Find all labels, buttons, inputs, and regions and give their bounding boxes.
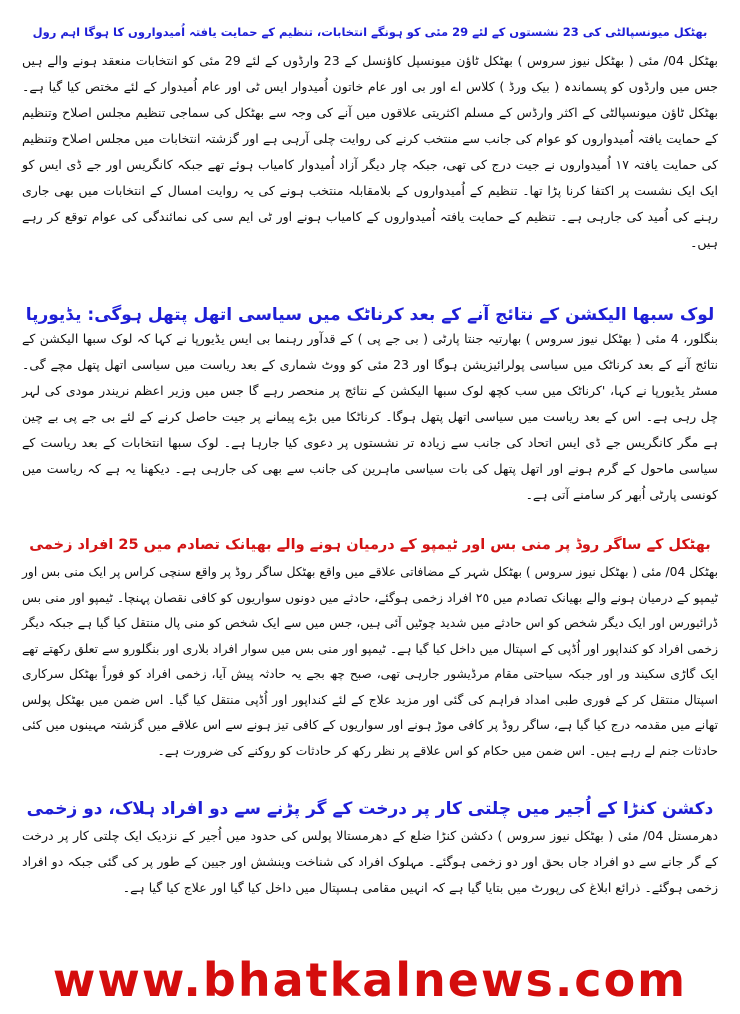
article-3-body: بھٹکل 04/ مئی ( بھٹکل نیوز سروس ) بھٹکل شہر کے مضافاتی علاقے میں واقع بھٹکل ساگر روڈ پر واقع سنچی کراس پر ایک منی بس اور ٹیمپو کے درمیان ہونے والے بھیانک تصادم میں ٢٥ افراد زخمی ہوگئے، حادثے میں دونوں سواریوں کو کافی نقصان پہنچا۔ ٹیمپو اور منی بس ڈرائیورس اور ایک دیگر شخص کو اس حادثے میں شدید چوٹیں آئی ہیں، جس میں سے ایک شخص کو منی پال منتقل کیا گیا ہے جبکہ دیگر زخمی افراد کو کنداپور اور اُڈپی کے اسپتال میں داخل کیا گیا ہے۔ ٹیمپو اور منی بس میں سوار افراد بلاری اور بنگلورو سے تعلق رکھتے تھے ایک گاڑی سکیند ور اور جبکہ سیاحتی مقام مرڈیشور جارہی تھی، صبح چھ بجے یہ حادثہ پیش آیا، زخمی افراد کو فوراً بھٹکل سرکاری اسپتال منتقل کر کے فوری طبی امداد فراہم کی گئی اور مزید علاج کے لئے کنداپور اور اُڈپی منتقل کیا گیا۔ اس ضمن میں بھٹکل پولس تھانے میں مقدمہ درج کیا گیا ہے، ساگر روڈ پر کافی موڑ ہونے اور سواریوں کے کافی تیز ہونے سے اس علاقے میں گزشتہ مہینوں میں کئی حادثات جنم لے رہے ہیں۔ اس ضمن میں حکام کو اس علاقے پر نظر رکھ کر حادثات کو روکنے کی ضرورت ہے۔ bbox=[22, 565, 718, 758]
article-1-body: بھٹکل 04/ مئی ( بھٹکل نیوز سروس ) بھٹکل ٹاؤن میونسپل کاؤنسل کے 23 وارڈوں کے لئے 29 مئی کو انتخابات منعقد ہونے والے ہیں جس میں وارڈوں کو پسماندہ ( بیک ورڈ ) کلاس اے اور بی اور عام خاتون اُمیدوار ایس ٹی اور عام اُمیدوار کے لئے مختص کیا گیا ہے۔ بھٹکل ٹاؤن میونسپالٹی کے اکثر وارڈس کے مسلم اکثریتی علاقوں میں آنے کی وجہ سے بھٹکل کی سماجی تنظیم مجلس اصلاح وتنظیم کے حمایت یافتہ اُمیدواروں کو عوام کی جانب سے منتخب کرنے کی روایت چلی آرہی ہے اور گزشتہ انتخابات میں مجلس اصلاح وتنظیم کی حمایت یافتہ ١٧ اُمیدواروں نے جیت درج کی تھی، جبکہ چار دیگر آزاد اُمیدوار کامیاب ہوئے تھے جبکہ کانگریس اور جے ڈی ایس کو ایک ایک نشست پر اکتفا کرنا پڑا تھا۔ تنظیم کے اُمیدواروں کے بلامقابلہ منتخب ہونے کی یہ روایت امسال کے انتخابات میں بھی جاری رہنے کی اُمید کی جارہی ہے۔ تنظیم کے حمایت یافتہ اُمیدواروں کے کامیاب ہونے اور ٹی ایم سی کی نمائندگی کی عوام توقع کر رہے ہیں۔ bbox=[22, 53, 718, 250]
website-url: www.bhatkalnews.com bbox=[52, 953, 688, 1007]
article-1-headline: بھٹکل میونسپالٹی کی 23 نشستوں کے لئے 29 مئی کو ہونگے انتخابات، تنظیم کے حمایت یافتہ اُمیدواروں کا ہوگا اہم رول bbox=[32, 24, 708, 39]
article-4-body: دھرمستل 04/ مئی ( بھٹکل نیوز سروس ) دکشن کنڑا ضلع کے دھرمستالا پولس کی حدود میں اُجیر کے نزدیک ایک چلتی کار پر درخت کے گر جانے سے دو افراد جاں بحق اور دو زخمی ہوگئے۔ مہلوک افراد کی شناخت وینشش اور جیین کے طور پر کی گئی جبکہ دو افراد زخمی ہوگئے۔ ذرائع ابلاغ کی رپورٹ میں بتایا گیا ہے کہ انہیں مقامی ہسپتال میں داخل کیا گیا اور علاج کیا گیا ہے۔ bbox=[22, 828, 718, 895]
article-2-body: بنگلور، 4 مئی ( بھٹکل نیوز سروس ) بھارتیہ جنتا پارٹی ( بی جے پی ) کے قدآور رہنما بی ایس یڈیورپا نے کہا کہ لوک سبھا الیکشن کے نتائج آنے کے بعد کرناٹک میں سیاسی پولرائیزیشن ہوگا اور 23 مئی کو ووٹ شماری کے بعد ریاست میں سیاسی اتھل پتھل مچے گی۔ مسٹر یڈیورپا نے کہا، 'کرناٹک میں سب کچھ لوک سبھا الیکشن کے نتائج پر منحصر رہے گا جس میں وزیر اعظم نریندر مودی کی لہر چل رہی ہے۔ اس کے بعد ریاست میں سیاسی اتھل پتھل ہوگا۔ کرناٹکا میں بڑے پیمانے پر جیت حاصل کرنے کے لئے بی جے پی بے چین ہے مگر کانگریس جے ڈی ایس اتحاد کی جانب سے زیادہ تر نشستوں پر دعوی کیا جارہا ہے۔ لوک سبھا انتخابات کے بعد ریاست کے سیاسی ماحول کے گرم ہونے اور اتھل پتھل کی بات سیاسی ماہرین کی جانب سے بھی کی جارہی ہے۔ دیکھنا یہ ہے کہ ریاست میں کونسی پارٹی اُبھر کر سامنے آتی ہے۔ bbox=[22, 331, 719, 502]
article-4-headline: دکشن کنڑا کے اُجیر میں چلتی کار پر درخت کے گر پڑنے سے دو افراد ہلاک، دو زخمی bbox=[26, 799, 714, 820]
article-3-headline: بھٹکل کے ساگر روڈ پر منی بس اور ٹیمپو کے درمیان ہونے والے بھیانک تصادم میں 25 افراد زخمی bbox=[29, 537, 711, 554]
article-2-headline: لوک سبھا الیکشن کے نتائج آنے کے بعد کرناٹک میں سیاسی اتھل پتھل ہوگی: یڈیورپا bbox=[25, 305, 715, 326]
